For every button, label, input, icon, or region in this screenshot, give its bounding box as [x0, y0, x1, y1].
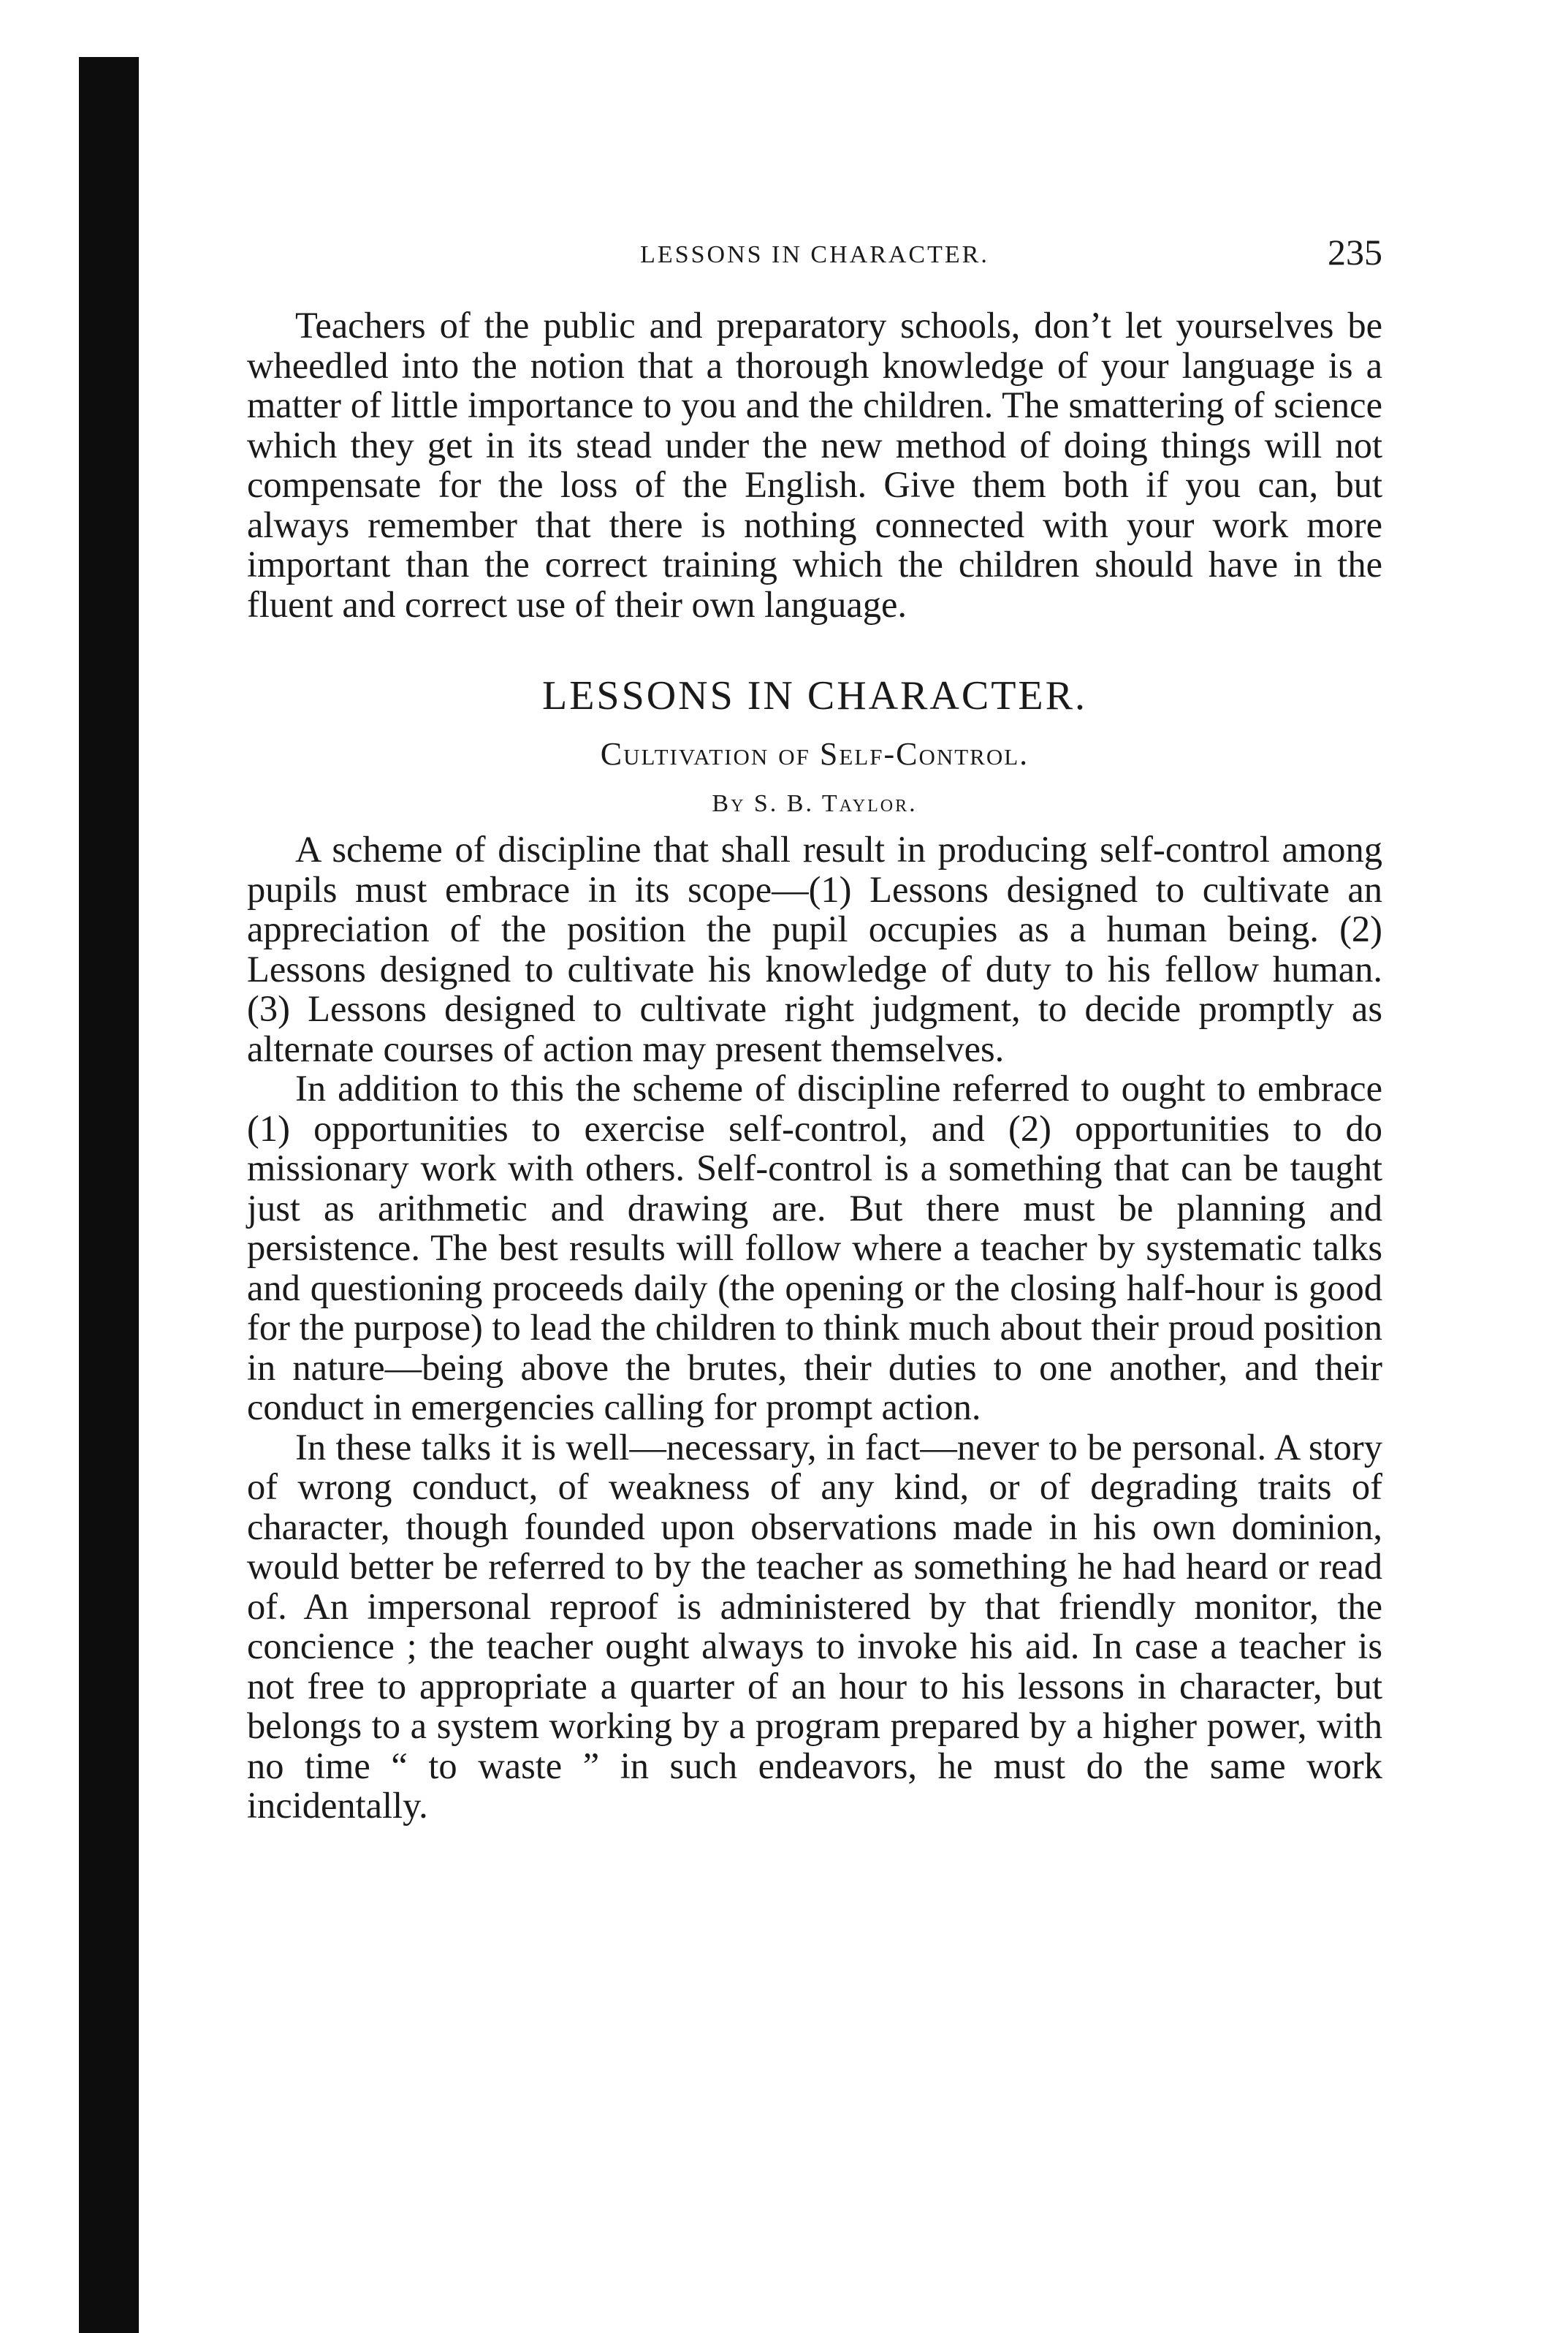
article-title: LESSONS IN CHARACTER. — [542, 673, 1087, 718]
page-number: 235 — [1328, 232, 1382, 273]
article-byline: By S. B. Taylor. — [712, 790, 918, 817]
article-subtitle: Cultivation of Self-Control. — [600, 736, 1030, 772]
page-binding-edge — [79, 57, 139, 2333]
article-paragraph-2: In addition to this the scheme of discipline referred to ought to embrace (1) opportunities to exercise self-control, and (2) opportunities to do missionary work with others. Self-control is a something that can be taught just as arithmetic and drawing are. But there must be planning and persistence. The best results will follow where a teacher by systematic talks and questioning proceeds daily (the opening or the closing half-hour is good for the purpose) to lead the children to think much about their proud position in nature—being above the brutes, their duties to one another, and their conduct in emergencies calling for prompt action. — [247, 1068, 1382, 1427]
intro-paragraph: Teachers of the public and preparatory schools, don’t let yourselves be wheedled into the notion that a thorough knowledge of your language is a matter of little importance to you and the children. The smattering of science which they get in its stead under the new method of doing things will not compensate for the loss of the English. Give them both if you can, but always remember that there is nothing connected with your work more important than the correct training which the children should have in the fluent and correct use of their own language. — [247, 305, 1382, 625]
running-title: LESSONS IN CHARACTER. — [640, 241, 989, 268]
book-page — [247, 219, 1382, 1826]
running-head — [247, 219, 1382, 273]
article-paragraph-3: In these talks it is well—necessary, in fact—never to be personal. A story of wrong conduct, of weakness of any kind, or of degrading traits of character, though founded upon observations made in his own dominion, would better be referred to by the teacher as something he had heard or read of. An impersonal reproof is administered by that friendly monitor, the concience ; the teacher ought always to invoke his aid. In case a teacher is not free to appropriate a quarter of an hour to his lessons in character, but belongs to a system working by a program prepared by a higher power, with no time “ to waste ” in such endeavors, he must do the same work incidentally. — [247, 1426, 1382, 1826]
article-paragraph-1: A scheme of discipline that shall result in producing self-control among pupils must embrace in its scope—(1) Lessons designed to cultivate an appreciation of the position the pupil occupies as a human being. (2) Lessons designed to cultivate his knowledge of duty to his fellow human. (3) Lessons designed to cultivate right judgment, to decide promptly as alternate courses of action may present themselves. — [247, 829, 1382, 1069]
